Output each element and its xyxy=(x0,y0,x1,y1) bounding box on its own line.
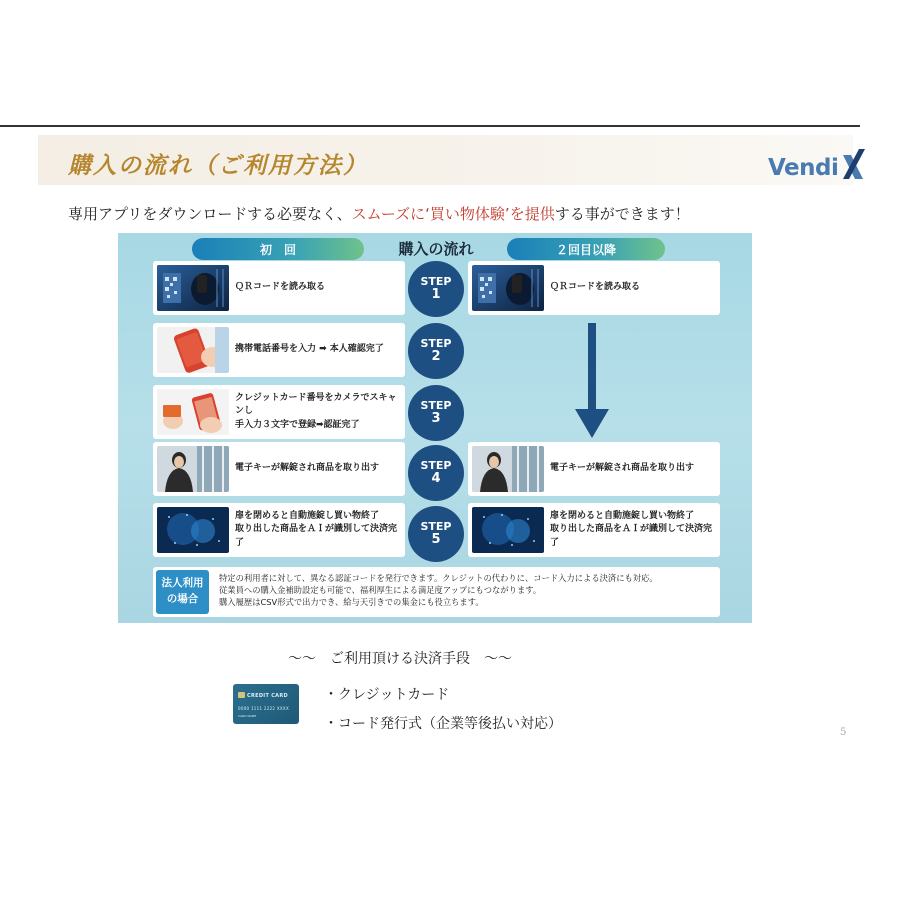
card-holder: CARD NAME xyxy=(238,714,257,718)
step-number: 3 xyxy=(431,410,441,426)
step-word: STEP xyxy=(420,458,452,472)
corporate-badge xyxy=(156,570,209,614)
top-rule xyxy=(0,125,860,127)
corporate-use-box xyxy=(153,567,720,617)
first-step4-card xyxy=(153,442,405,496)
vendix-logo xyxy=(768,143,867,181)
text-line: 手入力３文字で登録➡認証完了 xyxy=(235,419,360,430)
corporate-line: 特定の利用者に対して、異なる認証コードを発行できます。クレジットの代わりに、コード入力による決済にも対応。 xyxy=(219,573,658,583)
step-1-badge xyxy=(408,261,464,317)
subtitle xyxy=(68,203,690,224)
step-number: 1 xyxy=(431,286,441,302)
qr-scan-photo xyxy=(472,265,544,311)
payment-item-credit: ・クレジットカード xyxy=(324,687,450,703)
step-number: 5 xyxy=(431,531,441,547)
corporate-line: 従業員への購入金補助設定も可能で、福利厚生による満足度アップにもつながります。 xyxy=(219,585,542,596)
first-step5-text xyxy=(235,503,405,557)
step-word: STEP xyxy=(420,519,452,533)
first-step5-card xyxy=(153,503,405,557)
down-arrow-icon xyxy=(575,323,609,438)
first-step3-card xyxy=(153,385,405,439)
flow-title: 購入の流れ xyxy=(398,240,474,258)
corporate-line: 購入履歴はCSV形式で出力でき、給与天引きでの集金にも役立ちます。 xyxy=(219,597,484,608)
payment-item-code: ・コード発行式（企業等後払い対応） xyxy=(324,716,562,732)
text-line: ＱＲコードを読み取る xyxy=(550,282,641,293)
unlock-photo xyxy=(157,446,229,492)
second-step1-card xyxy=(468,261,720,315)
second-time-header: ２回目以降 xyxy=(507,238,665,260)
text-line: 携帯電話番号を入力 ➡ 本人確認完了 xyxy=(235,344,384,355)
text-line: ＱＲコードを読み取る xyxy=(235,282,326,293)
step-5-badge xyxy=(408,506,464,562)
card-label: CREDIT CARD xyxy=(247,693,288,699)
logo-x-mark xyxy=(839,147,867,181)
step-word: STEP xyxy=(420,336,452,350)
first-step3-text xyxy=(235,385,405,439)
first-step2-text xyxy=(235,323,384,377)
text-line: 取り出した商品をＡＩが識別して決済完了 xyxy=(550,524,713,548)
step-word: STEP xyxy=(420,274,452,288)
text-line: クレジットカード番号をカメラでスキャンし xyxy=(235,392,397,417)
second-step5-text xyxy=(550,503,720,557)
text-line: 取り出した商品をＡＩが識別して決済完了 xyxy=(235,524,398,548)
second-step1-text xyxy=(550,261,640,315)
second-step4-card xyxy=(468,442,720,496)
first-step2-card xyxy=(153,323,405,377)
subtitle-part1: 専用アプリをダウンロードする必要なく、 xyxy=(68,205,352,223)
step-4-badge xyxy=(408,445,464,501)
card-chip-icon xyxy=(238,692,245,698)
first-step1-card xyxy=(153,261,405,315)
ai-photo xyxy=(157,507,229,553)
badge-line: の場合 xyxy=(166,593,199,605)
qr-scan-photo xyxy=(157,265,229,311)
first-step1-text xyxy=(235,261,325,315)
page-number: 5 xyxy=(840,727,847,738)
logo-text: Vendi xyxy=(768,155,839,181)
text-line: 扉を閉めると自動施錠し買い物終了 xyxy=(550,510,695,521)
unlock-photo xyxy=(472,446,544,492)
badge-line: 法人利用 xyxy=(161,577,204,590)
ai-photo xyxy=(472,507,544,553)
step-number: 2 xyxy=(431,348,441,364)
page-title: 購入の流れ（ご利用方法） xyxy=(68,153,368,179)
text-line: 電子キーが解錠され商品を取り出す xyxy=(235,463,380,474)
text-line: 電子キーが解錠され商品を取り出す xyxy=(550,463,695,474)
credit-card-image xyxy=(233,684,299,724)
phone-photo xyxy=(157,327,229,373)
step-2-badge xyxy=(408,323,464,379)
subtitle-part2: する事ができます！ xyxy=(554,205,690,223)
card-number: 0000 1111 2222 XXXX xyxy=(238,706,290,711)
step-word: STEP xyxy=(420,398,452,412)
step-number: 4 xyxy=(431,470,441,486)
second-step4-text xyxy=(550,442,694,496)
card-scan-photo xyxy=(157,389,229,435)
first-step4-text xyxy=(235,442,379,496)
text-line: 扉を閉めると自動施錠し買い物終了 xyxy=(235,510,380,521)
step-3-badge xyxy=(408,385,464,441)
second-step5-card xyxy=(468,503,720,557)
subtitle-highlight: スムーズに‘買い物体験’を提供 xyxy=(351,205,555,223)
corporate-description xyxy=(219,572,658,608)
purchase-flow-diagram xyxy=(118,233,752,623)
payment-heading: 〜〜 ご利用頂ける決済手段 〜〜 xyxy=(288,651,512,667)
first-time-header: 初 回 xyxy=(192,238,364,260)
